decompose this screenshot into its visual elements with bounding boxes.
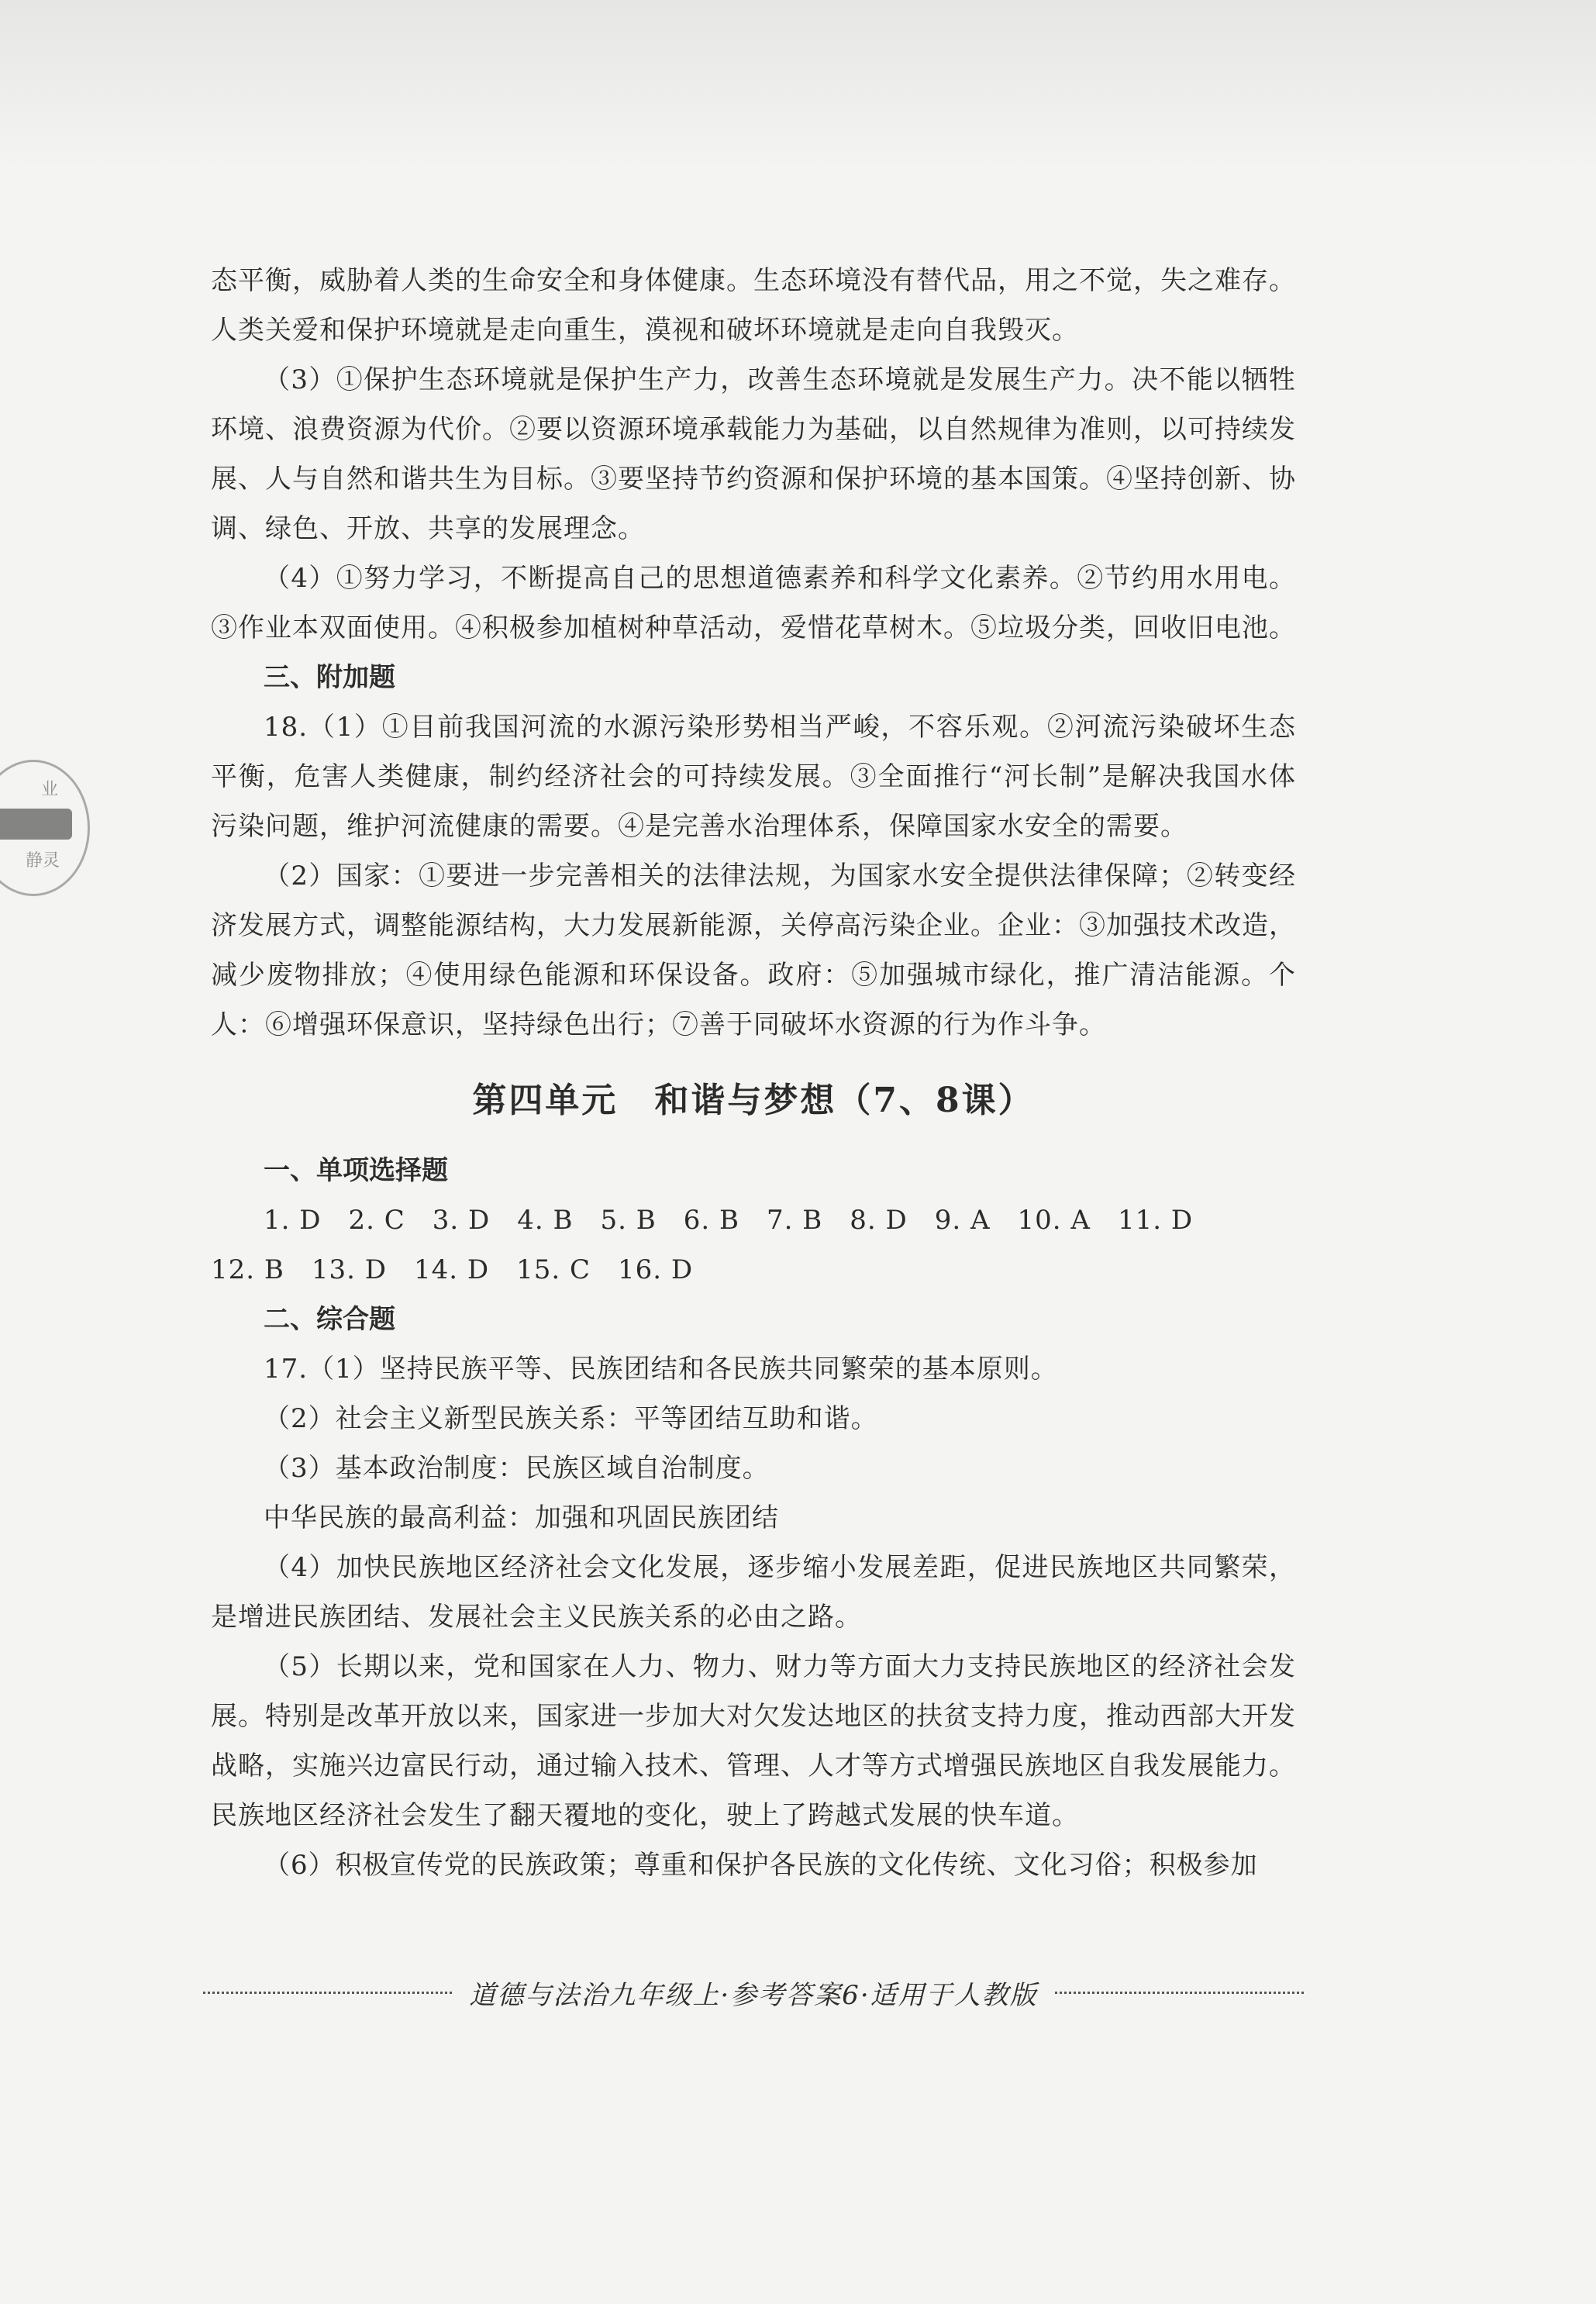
unit-title: 第四单元 和谐与梦想（7、8课） <box>472 1081 1035 1120</box>
footer-dotted-rule-right <box>1055 1992 1304 1994</box>
section-heading-zonghe: 二、综合题 <box>264 1304 395 1335</box>
section-heading-fujia: 三、附加题 <box>264 662 395 693</box>
seal-band <box>0 809 72 840</box>
seal-text-top: 业 <box>41 780 59 799</box>
paragraph: 中华民族的最高利益：加强和巩固民族团结 <box>264 1502 779 1533</box>
answer-content <box>211 256 1296 1890</box>
answer-key-line: 1. D 2. C 3. D 4. B 5. B 6. B 7. B 8. D 9. A 10. A 11. D <box>264 1205 1194 1236</box>
paragraph: （2）社会主义新型民族关系：平等团结互助和谐。 <box>264 1403 878 1434</box>
paragraph: （3）基本政治制度：民族区域自治制度。 <box>264 1453 770 1484</box>
paragraph: （6）积极宣传党的民族政策；尊重和保护各民族的文化传统、文化习俗；积极参加 <box>264 1850 1258 1881</box>
footer-text: 道德与法治九年级上·参考答案6·适用于人教版 <box>469 1979 1038 2011</box>
seal-stamp <box>0 760 90 896</box>
section-heading-danxiang: 一、单项选择题 <box>264 1155 448 1186</box>
paragraph: （2）国家：①要进一步完善相关的法律法规，为国家水安全提供法律保障；②转变经济发展方式，调整能源结构，大力发展新能源，关停高污染企业。企业：③加强技术改造，减少废物排放；④使用绿色能源和环保设备。政府：⑤加强城市绿化，推广清洁能源。个人：⑥增强环保意识，坚持绿色出行；⑦善于同破坏水资源的行为作斗争。 <box>211 861 1296 1040</box>
paragraph: 18.（1）①目前我国河流的水源污染形势相当严峻，不容乐观。②河流污染破坏生态平衡，危害人类健康，制约经济社会的可持续发展。③全面推行“河长制”是解决我国水体污染问题，维护河流健康的需要。④是完善水治理体系，保障国家水安全的需要。 <box>211 712 1296 842</box>
paragraph: （4）①努力学习，不断提高自己的思想道德素养和科学文化素养。②节约用水用电。③作业本双面使用。④积极参加植树种草活动，爱惜花草树木。⑤垃圾分类，回收旧电池。 <box>211 563 1296 643</box>
page-top-shade <box>0 0 1596 171</box>
paragraph: （3）①保护生态环境就是保护生产力，改善生态环境就是发展生产力。决不能以牺牲环境、浪费资源为代价。②要以资源环境承载能力为基础，以自然规律为准则，以可持续发展、人与自然和谐共生为目标。③要坚持节约资源和保护环境的基本国策。④坚持创新、协调、绿色、开放、共享的发展理念。 <box>211 364 1296 544</box>
footer-dotted-rule-left <box>203 1992 452 1994</box>
page-footer <box>203 1969 1304 2016</box>
seal-text-bottom: 静灵 <box>26 851 60 871</box>
paragraph: （4）加快民族地区经济社会文化发展，逐步缩小发展差距，促进民族地区共同繁荣，是增进民族团结、发展社会主义民族关系的必由之路。 <box>211 1552 1296 1633</box>
paragraph: 17.（1）坚持民族平等、民族团结和各民族共同繁荣的基本原则。 <box>264 1354 1058 1385</box>
paragraph: （5）长期以来，党和国家在人力、物力、财力等方面大力支持民族地区的经济社会发展。特别是改革开放以来，国家进一步加大对欠发达地区的扶贫支持力度，推动西部大开发战略，实施兴边富民行动，通过输入技术、管理、人才等方式增强民族地区自我发展能力。民族地区经济社会发生了翻天覆地的变化，驶上了跨越式发展的快车道。 <box>211 1651 1296 1831</box>
answer-key-line: 12. B 13. D 14. D 15. C 16. D <box>211 1254 694 1285</box>
paragraph: 态平衡，威胁着人类的生命安全和身体健康。生态环境没有替代品，用之不觉，失之难存。人类关爱和保护环境就是走向重生，漠视和破坏环境就是走向自我毁灭。 <box>211 265 1296 346</box>
